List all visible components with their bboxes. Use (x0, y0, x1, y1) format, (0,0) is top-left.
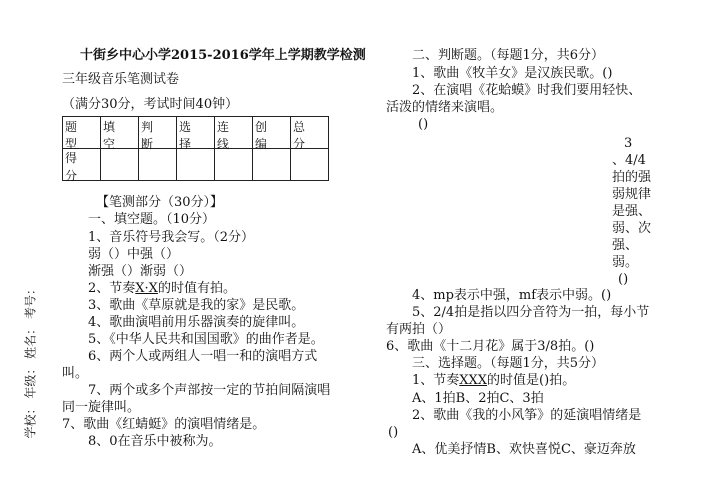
part3-heading: 三、选择题。（每题1分，共5分） (412, 356, 605, 371)
question-7b: 同一旋律叫。 (62, 400, 141, 415)
score-cell (139, 149, 177, 181)
exam-subtitle: 三年级音乐笔测试卷 (62, 72, 180, 87)
score-cell (253, 149, 291, 181)
choice-1-options: A、1拍B、2拍C、3拍 (412, 391, 544, 406)
score-cell: 判 断 (139, 117, 177, 149)
question-3: 3、歌曲《草原就是我的家》是民歌。 (88, 298, 305, 313)
score-cell: 连 线 (215, 117, 253, 149)
question-6b: 叫。 (62, 366, 89, 381)
score-cell: 创 编 (253, 117, 291, 149)
score-cell (291, 149, 329, 181)
rhythm-mark: XXX (459, 373, 488, 388)
question-1: 1、音乐符号我会写。（2分） (88, 230, 255, 245)
exam-title: 十街乡中心小学2015-2016学年上学期教学检测 (80, 48, 366, 63)
judge-2c: () (418, 117, 429, 132)
question-1a: 弱（）中强（） (88, 247, 180, 262)
score-table (62, 116, 329, 181)
choice-2-options: A、优美抒情B、欢快喜悦C、豪迈奔放 (412, 442, 636, 457)
judge-2: 2、在演唱《花蛤蟆》时我们要用轻快、 (412, 83, 642, 98)
choice-2: 2、歌曲《我的小风筝》的延演唱情绪是 (412, 408, 642, 423)
question-5: 5、《中华人民共和国国歌》的曲作者是。 (88, 332, 324, 347)
question-8: 8、0在音乐中被称为。 (88, 434, 222, 449)
part1-heading: 一、填空题。（10分） (88, 212, 216, 227)
judge-5b: 有两拍（） (386, 322, 452, 337)
judge-4: 4、mp表示中强，mf表示中弱。() (412, 288, 612, 303)
judge-6: 6、歌曲《十二月花》属于3/8拍。() (386, 339, 595, 354)
judge-5: 5、2/4拍是指以四分音符为一拍，每小节 (412, 305, 650, 320)
score-cell: 题 型 (63, 117, 101, 149)
question-7c: 7、歌曲《红蜻蜓》的演唱情绪是。 (62, 417, 266, 432)
question-7: 7、两个或多个声部按一定的节拍间隔演唱 (88, 383, 331, 398)
score-cell (177, 149, 215, 181)
score-cell (215, 149, 253, 181)
judge-2b: 活泼的情绪来演唱。 (386, 100, 504, 115)
choice-2b: () (388, 425, 399, 440)
score-cell: 得 分 (63, 149, 101, 181)
part2-heading: 二、判断题。（每题1分，共6分） (412, 48, 605, 63)
question-2: 2、节奏X·X的时值有拍。 (88, 281, 236, 296)
judge-3-column: 3 、4/4 拍的强 弱规律 是强、 弱、次 强、 弱。 () (612, 136, 652, 287)
choice-1: 1、节奏XXX的时值是()拍。 (412, 373, 576, 388)
student-info-vertical: 学校： 年级： 姓名： 考号： (23, 283, 38, 439)
question-4: 4、歌曲演唱前用乐器演奏的旋律叫。 (88, 315, 305, 330)
rhythm-mark: X·X (135, 281, 158, 296)
question-1b: 渐强（）渐弱（） (88, 264, 193, 279)
question-6: 6、两个人或两组人一唱一和的演唱方式 (88, 349, 318, 364)
section-title: 【笔测部分（30分）】 (96, 195, 224, 210)
score-info: （满分30分，考试时间40钟） (62, 97, 239, 112)
score-cell: 填 空 (101, 117, 139, 149)
score-cell: 选 择 (177, 117, 215, 149)
score-cell (101, 149, 139, 181)
score-cell: 总 分 (291, 117, 329, 149)
judge-1: 1、歌曲《牧羊女》是汉族民歌。() (412, 66, 613, 81)
